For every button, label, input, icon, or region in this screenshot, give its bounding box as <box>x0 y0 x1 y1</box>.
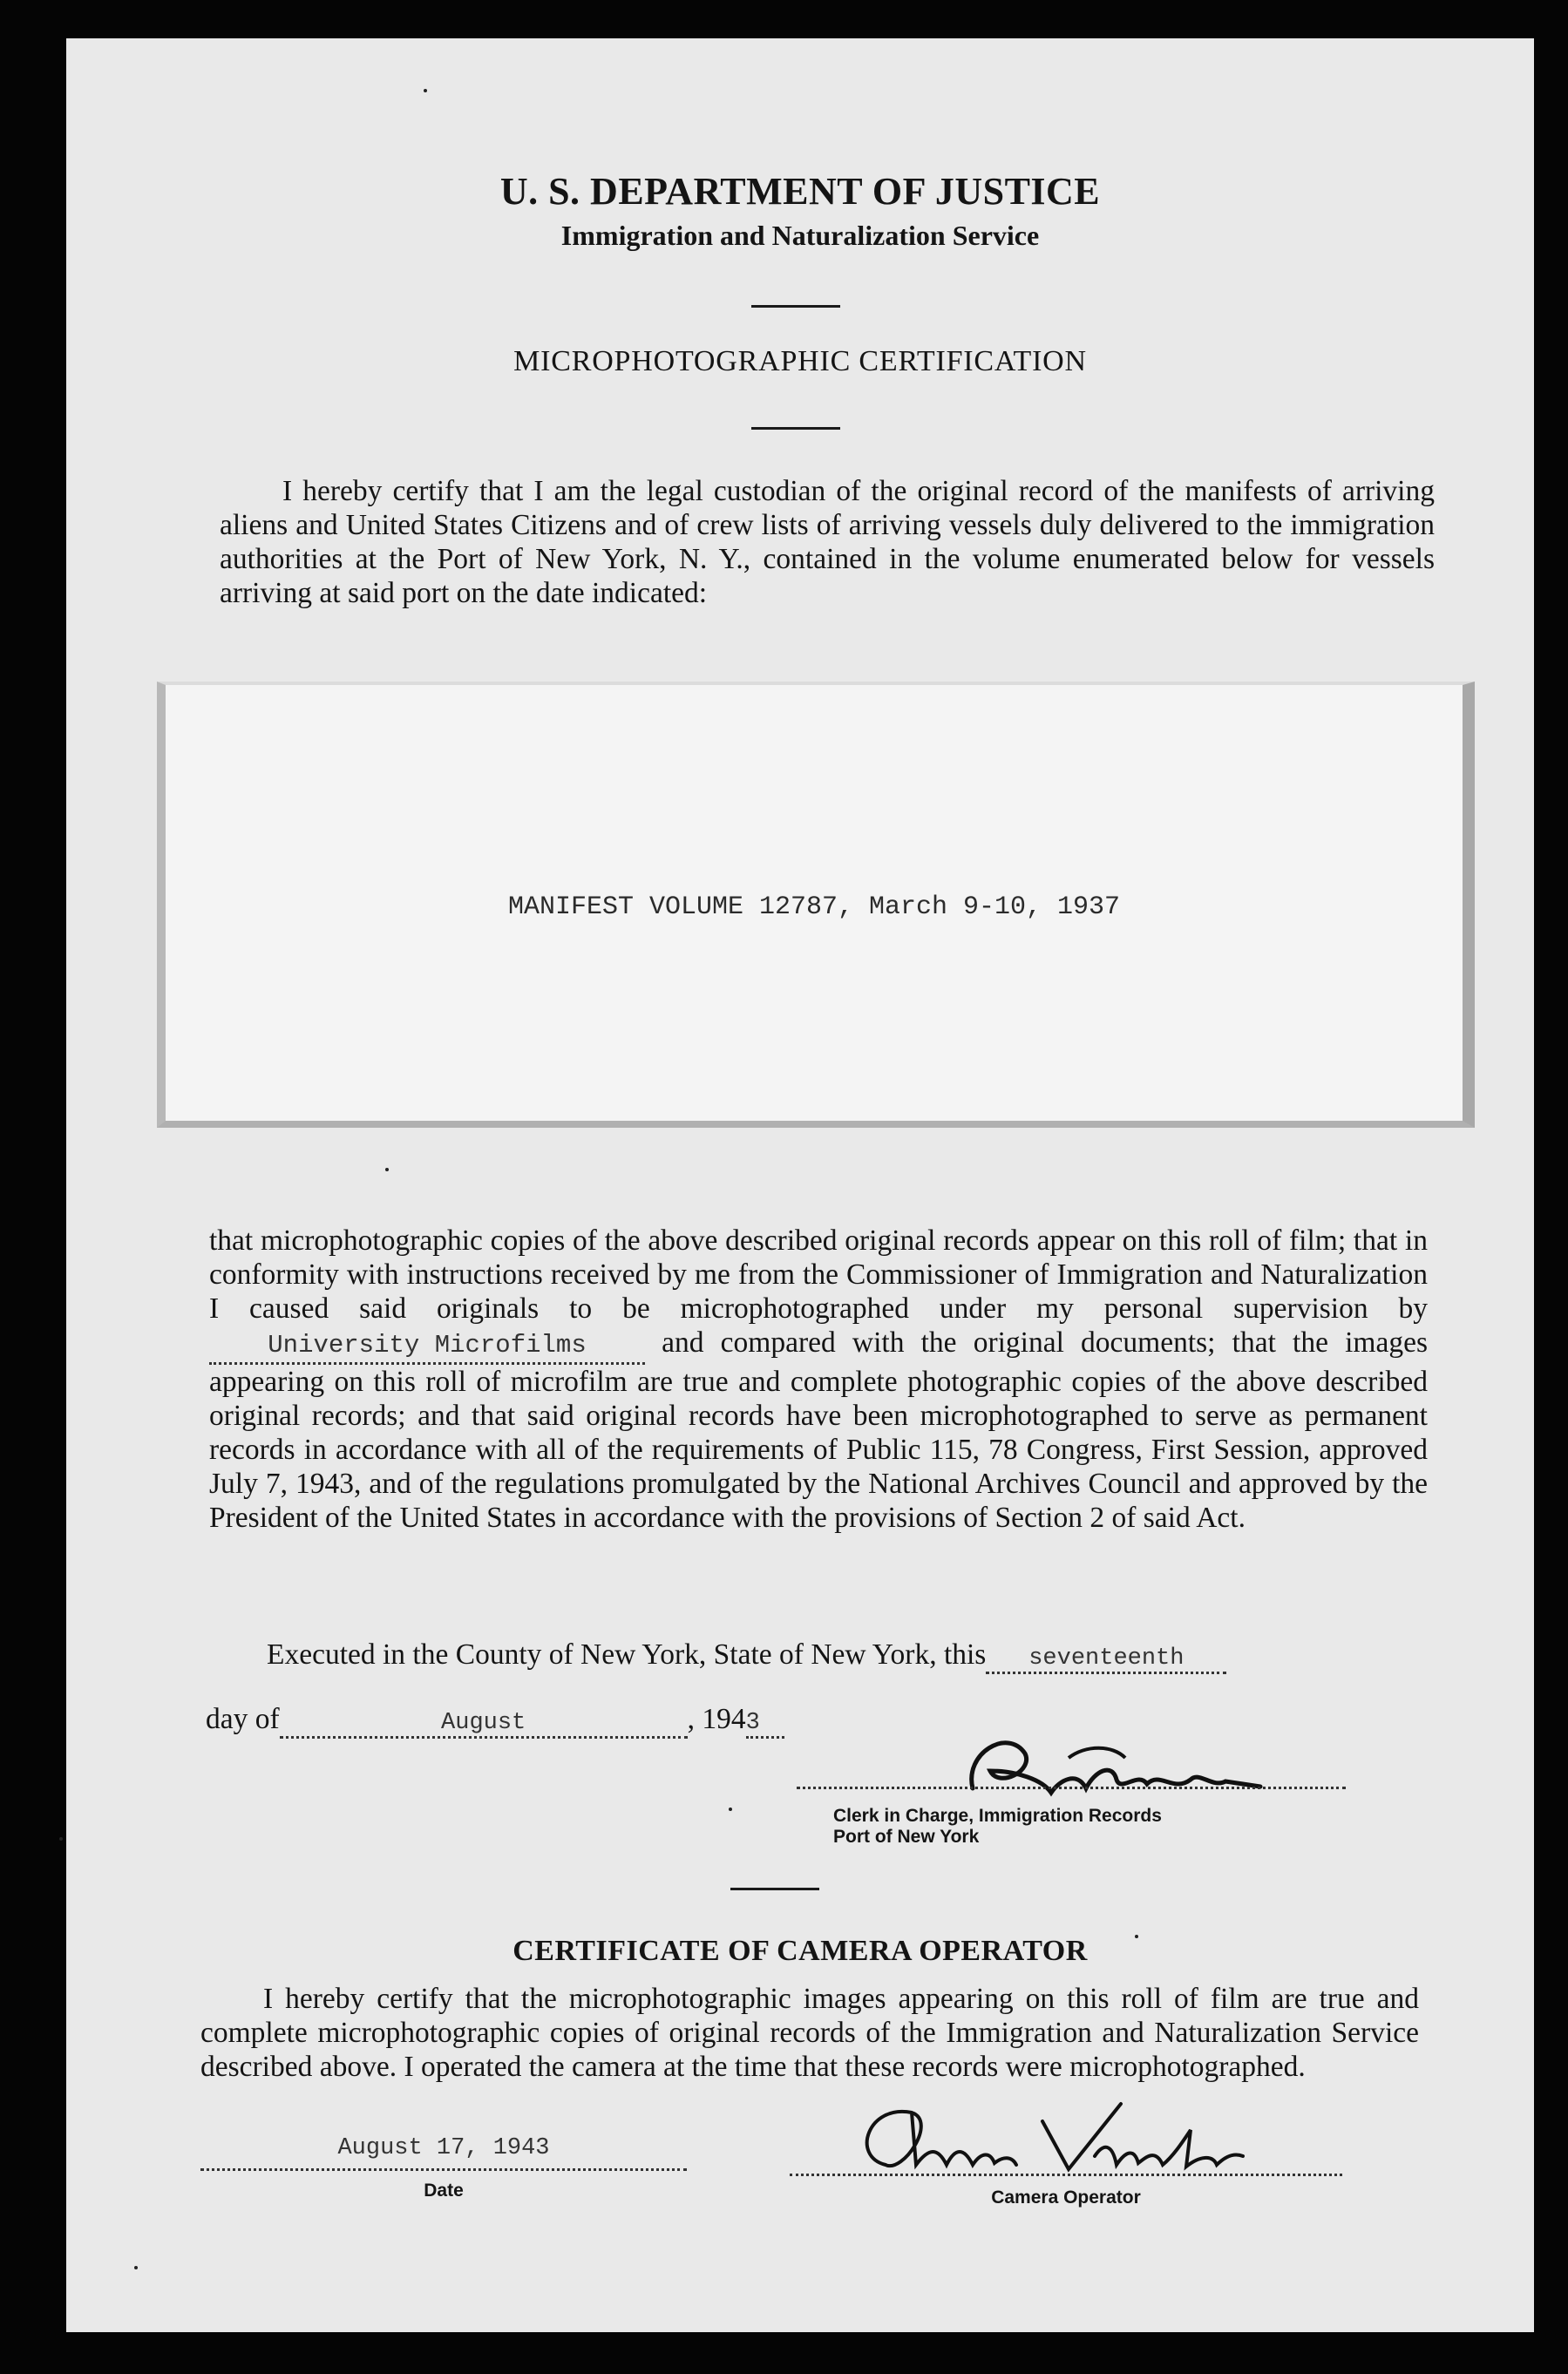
film-speck <box>424 89 427 92</box>
month-field: August <box>280 1710 688 1739</box>
year-field: 3 <box>746 1710 784 1739</box>
film-speck <box>134 2266 138 2269</box>
title-divider <box>751 427 840 430</box>
operator-signature-label: Camera Operator <box>991 2187 1141 2208</box>
section-divider <box>730 1888 819 1890</box>
custodian-statement <box>220 474 1435 610</box>
custodian-statement-text: I hereby certify that I am the legal custodian of the original record of the manifests of arriving aliens and United States Citizens and of crew lists of arriving vessels duly delivered to the immigration authorities at the Port of New York, N. Y., contained in the volume enumerated below for vessels arriving at said port on the date indicated: <box>220 475 1435 609</box>
certificate-page <box>66 38 1534 2332</box>
execution-line <box>267 1638 1426 1674</box>
operator-date-label: Date <box>424 2181 464 2201</box>
clerk-title-line1: Clerk in Charge, Immigration Records <box>833 1806 1162 1826</box>
body-part1: that microphotographic copies of the above described original records appear on this roll of film; that in conformity with instructions received by me from the Commissioner of Immigration and Naturalization I caused said originals to be microphotographed under my personal supervision by <box>209 1224 1428 1325</box>
film-speck <box>729 1808 732 1811</box>
certification-body <box>209 1224 1428 1535</box>
operator-signature-line <box>790 2174 1342 2176</box>
year-prefix: , 194 <box>687 1703 746 1735</box>
execution-date-line <box>206 1703 990 1739</box>
camera-operator-statement <box>200 1982 1419 2084</box>
film-speck <box>1135 1935 1138 1938</box>
day-of-label: day of <box>206 1703 280 1735</box>
clerk-title <box>833 1806 1162 1848</box>
camera-operator-statement-text: I hereby certify that the microphotographic images appearing on this roll of film are true and complete microphotographic copies of original records of the Immigration and Naturalization Service described above. I operated the camera at the time that these records were microphotographed. <box>200 1983 1419 2083</box>
execution-prefix: Executed in the County of New York, State of New York, this <box>267 1638 987 1671</box>
film-speck <box>385 1168 389 1171</box>
form-title: MICROPHOTOGRAPHIC CERTIFICATION <box>513 345 1087 377</box>
execution-day-field: seventeenth <box>986 1645 1226 1674</box>
supervisor-field: University Microfilms <box>209 1328 645 1365</box>
volume-insert <box>157 682 1475 1128</box>
camera-operator-heading: CERTIFICATE OF CAMERA OPERATOR <box>512 1935 1088 1967</box>
camera-operator-signature <box>833 2095 1286 2191</box>
clerk-title-line2: Port of New York <box>833 1827 980 1847</box>
body-part2: and compared with the original documents; that the images appearing on this roll of microfilm are true and complete photographic copies of the above described original records; and that said original records have been microphotographed to serve as permanent records in accordance with all of the requirements of Public 115, 78 Congress, First Session, approved July 7, 1943, and of the regulations promulgated by the National Archives Council and approved by the President of the United States in accordance with the provisions of Section 2 of said Act. <box>209 1326 1428 1534</box>
film-speck <box>59 1837 63 1841</box>
clerk-signature-line <box>797 1787 1346 1789</box>
operator-date-line <box>200 2168 687 2171</box>
volume-label: MANIFEST VOLUME 12787, March 9-10, 1937 <box>507 892 1121 922</box>
heading-divider <box>751 305 840 308</box>
department-heading: U. S. DEPARTMENT OF JUSTICE <box>499 170 1101 213</box>
service-subheading: Immigration and Naturalization Service <box>560 220 1040 251</box>
operator-date-value: August 17, 1943 <box>337 2135 550 2161</box>
